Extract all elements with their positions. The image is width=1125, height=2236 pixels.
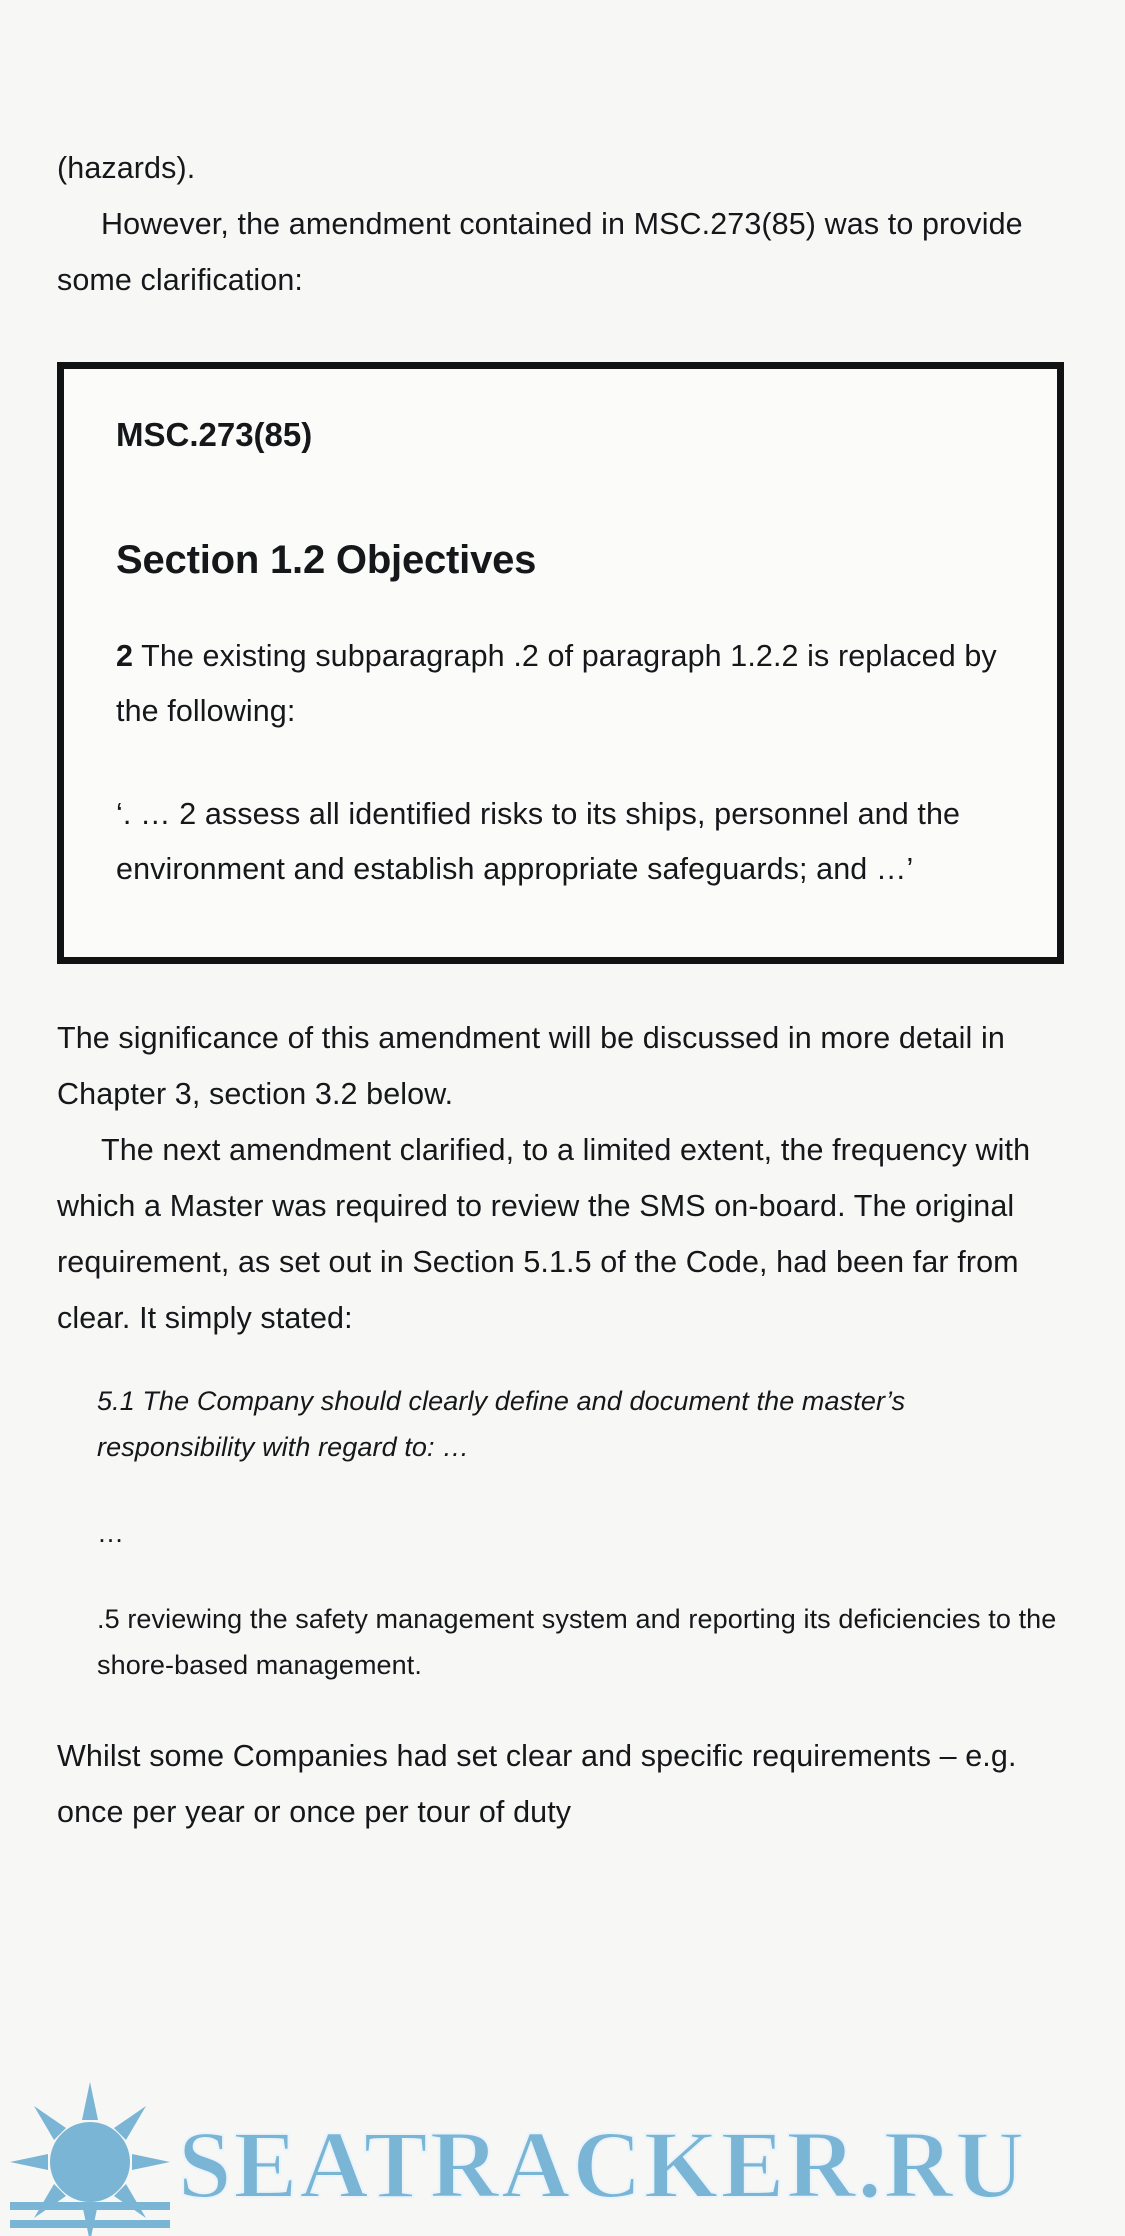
callout-label: MSC.273(85) [116, 416, 313, 453]
paragraph-amendment-intro: However, the amendment contained in MSC.273(85) was to provide some clarification: [57, 207, 1023, 297]
watermark-text: SEATRACKER.RU [178, 2111, 1027, 2218]
callout-heading: Section 1.2 Objectives [116, 538, 537, 582]
paragraph-significance: The significance of this amendment will be discussed in more detail in Chapter 3, section 3.2 below. [57, 1021, 1005, 1111]
blockquote-ellipsis: … [97, 1518, 125, 1548]
blockquote-line-1: 5.1 The Company should clearly define and document the master’s responsibility with regard to: … [97, 1386, 906, 1462]
callout-body-marker: 2 [116, 639, 134, 673]
paragraph-hazards: (hazards). [57, 151, 196, 185]
paragraph-next-amendment: The next amendment clarified, to a limited extent, the frequency with which a Master was required to review the SMS on-board. The original requirement, as set out in Section 5.1.5 of the Code, had been far from clear. It simply stated: [57, 1133, 1031, 1335]
callout-quote: ‘. … 2 assess all identified risks to its ships, personnel and the environment and establish appropriate safeguards; and …’ [116, 797, 961, 886]
callout-body [116, 629, 1005, 739]
blockquote-code-5-1 [57, 1378, 1065, 1688]
paragraph-tail: Whilst some Companies had set clear and specific requirements – e.g. once per year or once per tour of duty [57, 1739, 1017, 1829]
watermark [0, 2080, 1125, 2230]
callout-box [57, 362, 1064, 964]
blockquote-line-2: .5 reviewing the safety management system and reporting its deficiencies to the shore-based management. [97, 1604, 1057, 1680]
sun-icon [10, 2076, 170, 2236]
callout-body-text: The existing subparagraph .2 of paragraph 1.2.2 is replaced by the following: [116, 639, 997, 728]
